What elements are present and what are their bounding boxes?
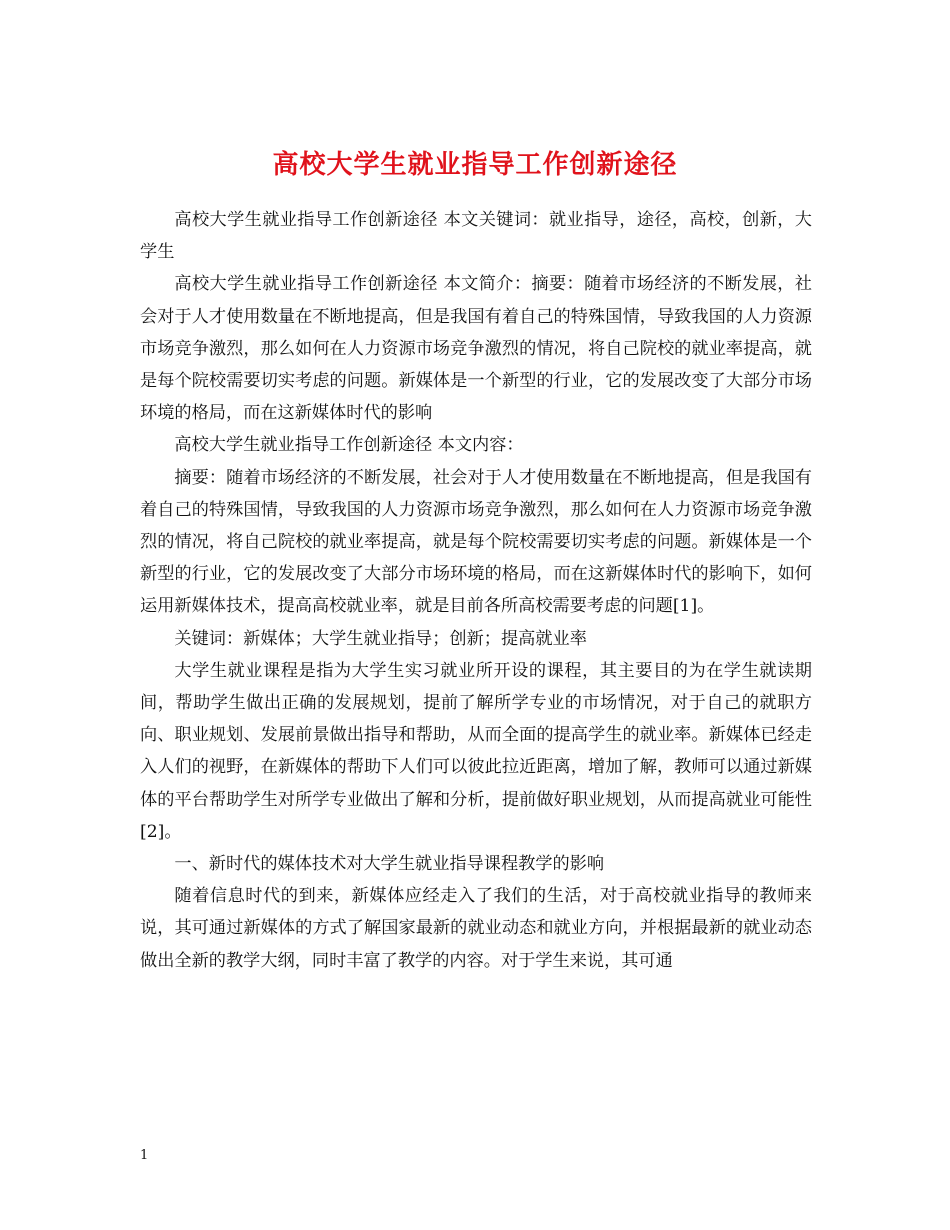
section-paragraph: 随着信息时代的到来，新媒体应经走入了我们的生活，对于高校就业指导的教师来说，其可通过新媒体的方式了解国家最新的就业动态和就业方向，并根据最新的就业动态做出全新的教学大纲，同时丰富了教学的内容。对于学生来说，其可通: [140, 886, 812, 971]
keyword-list-paragraph: 关键词：新媒体；大学生就业指导；创新；提高就业率: [174, 628, 587, 649]
abstract-paragraph: 摘要：随着市场经济的不断发展，社会对于人才使用数量在不断地提高，但是我国有着自己的特殊国情，导致我国的人力资源市场竞争激烈，那么如何在人力资源市场竞争激烈的情况，将自己院校的就业率提高，就是每个院校需要切实考虑的问题。新媒体是一个新型的行业，它的发展改变了大部分市场环境的格局，而在这新媒体时代的影响下，如何运用新媒体技术，提高高校就业率，就是目前各所高校需要考虑的问题[1]。: [140, 467, 812, 617]
keywords-paragraph: 高校大学生就业指导工作创新途径 本文关键词：就业指导，途径，高校，创新，大学生: [140, 210, 812, 263]
content-heading-paragraph: 高校大学生就业指导工作创新途径 本文内容：: [174, 435, 524, 456]
document-body: [140, 204, 812, 977]
page-number: 1: [140, 1148, 149, 1163]
section-heading: 一、新时代的媒体技术对大学生就业指导课程教学的影响: [174, 854, 605, 875]
summary-paragraph: 高校大学生就业指导工作创新途径 本文简介：摘要：随着市场经济的不断发展，社会对于人才使用数量在不断地提高，但是我国有着自己的特殊国情，导致我国的人力资源市场竞争激烈，那么如何在人力资源市场竞争激烈的情况，将自己院校的就业率提高，就是每个院校需要切实考虑的问题。新媒体是一个新型的行业，它的发展改变了大部分市场环境的格局，而在这新媒体时代的影响: [140, 274, 812, 424]
intro-paragraph: 大学生就业课程是指为大学生实习就业所开设的课程，其主要目的为在学生就读期间，帮助学生做出正确的发展规划，提前了解所学专业的市场情况，对于自己的就职方向、职业规划、发展前景做出指导和帮助，从而全面的提高学生的就业率。新媒体已经走入人们的视野，在新媒体的帮助下人们可以彼此拉近距离，增加了解，教师可以通过新媒体的平台帮助学生对所学专业做出了解和分析，提前做好职业规划，从而提高就业可能性[2]。: [140, 660, 812, 842]
document-title: 高校大学生就业指导工作创新途径: [272, 150, 678, 181]
